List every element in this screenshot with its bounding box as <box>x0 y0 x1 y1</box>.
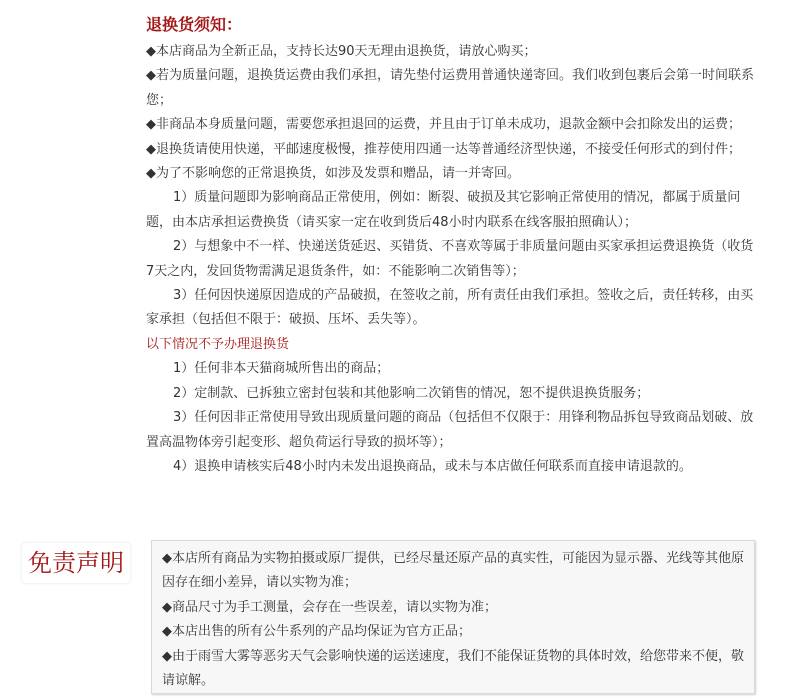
exclusion-item: 3）任何因非正常使用导致出现质量问题的商品（包括但不仅限于：用锋利物品拆包导致商品划破、放置高温物体旁引起变形、超负荷运行导致的损坏等）； <box>146 410 754 450</box>
disclaimer-item: ◆商品尺寸为手工测量，会存在一些误差，请以实物为准； <box>162 599 497 615</box>
exclusions-heading: 以下情况不予办理退换货 <box>146 336 290 352</box>
disclaimer-box <box>151 540 755 694</box>
exclusion-item: 1）任何非本天猫商城所售出的商品； <box>173 361 390 377</box>
disclaimer-item: ◆本店出售的所有公牛系列的产品均保证为官方正品； <box>162 624 471 640</box>
numbered-item: 3）任何因快递原因造成的产品破损，在签收之前，所有责任由我们承担。签收之后，责任转移，由买家承担（包括但不限于：破损、压坏、丢失等）。 <box>146 288 754 328</box>
exclusion-item: 2）定制款、已拆独立密封包装和其他影响二次销售的情况，恕不提供退换货服务； <box>173 385 650 401</box>
disclaimer-item: ◆本店所有商品为实物拍摄或原厂提供，已经尽量还原产品的真实性，可能因为显示器、光线等其他原因存在细小差异，请以实物为准； <box>162 551 744 591</box>
policy-paragraph: ◆退换货请使用快递，平邮速度极慢，推荐使用四通一达等普通经济型快递，不接受任何形式的到付件； <box>146 141 741 157</box>
numbered-item: 1）质量问题即为影响商品正常使用，例如：断裂、破损及其它影响正常使用的情况，都属于质量问题，由本店承担运费换货（请买家一定在收到货后48小时内联系在线客服拍照确认）； <box>146 190 741 230</box>
exclusion-item: 4）退换申请核实后48小时内未发出退换商品，或未与本店做任何联系而直接申请退款的。 <box>173 458 692 474</box>
disclaimer-item: ◆由于雨雪大雾等恶劣天气会影响快递的运送速度，我们不能保证货物的具体时效，给您带来不便，敬请谅解。 <box>162 648 744 689</box>
disclaimer-label: 免责声明 <box>22 543 130 583</box>
policy-paragraph: ◆非商品本身质量问题，需要您承担退回的运费，并且由于订单未成功，退款金额中会扣除发出的运费； <box>146 117 741 133</box>
policy-paragraph: ◆本店商品为全新正品，支持长达90天无理由退换货，请放心购买； <box>146 44 537 59</box>
numbered-item: 2）与想象中不一样、快递送货延迟、买错货、不喜欢等属于非质量问题由买家承担运费退换货（收货7天之内，发回货物需满足退货条件，如：不能影响二次销售等）； <box>146 239 754 279</box>
return-policy-section <box>146 12 756 479</box>
policy-paragraph: ◆若为质量问题，退换货运费由我们承担，请先垫付运费用普通快递寄回。我们收到包裹后会第一时间联系您； <box>146 68 754 108</box>
return-policy-title: 退换货须知： <box>146 15 243 34</box>
policy-paragraph: ◆为了不影响您的正常退换货，如涉及发票和赠品，请一并寄回。 <box>146 166 520 182</box>
